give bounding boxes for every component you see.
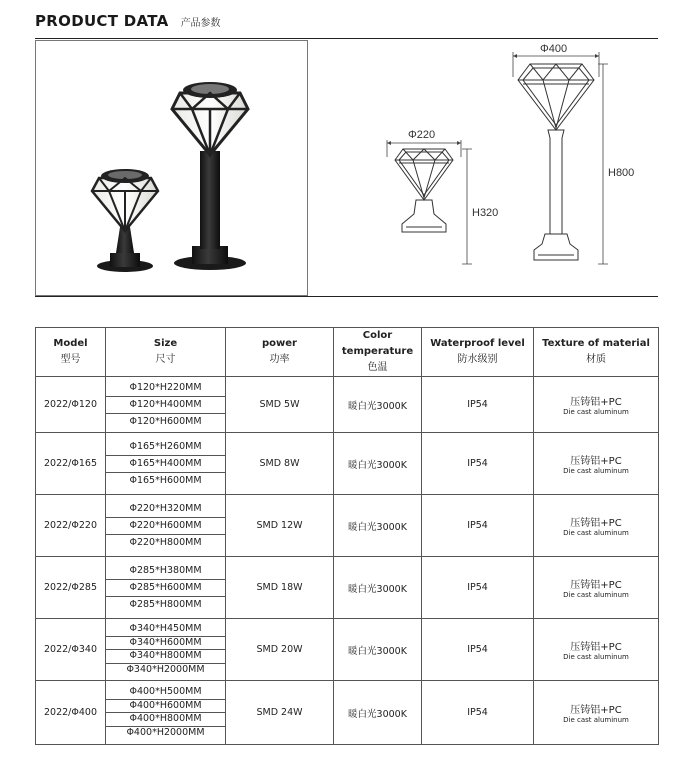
cell-size: Φ400*H500MM Φ400*H600MM Φ400*H800MM Φ400*H2000MM: [106, 681, 226, 745]
cell-power: SMD 18W: [226, 557, 334, 619]
cell-model: 2022/Φ165: [36, 433, 106, 495]
table-row: [36, 377, 659, 433]
section-divider: [35, 296, 658, 297]
header-color-temperature: Color temperature 色温: [334, 328, 422, 377]
table-row: [36, 557, 659, 619]
cell-power: SMD 12W: [226, 495, 334, 557]
cell-power: SMD 20W: [226, 619, 334, 681]
table-row: [36, 619, 659, 681]
cell-ip: IP54: [422, 495, 534, 557]
cell-color: 暖白光3000K: [334, 377, 422, 433]
dimension-drawing: [370, 42, 660, 272]
cell-size: Φ340*H450MM Φ340*H600MM Φ340*H800MM Φ340*H2000MM: [106, 619, 226, 681]
header-material: Texture of material 材质: [534, 328, 659, 377]
cell-color: 暖白光3000K: [334, 557, 422, 619]
large-lamp-outline: [518, 64, 594, 260]
cell-power: SMD 24W: [226, 681, 334, 745]
small-height-label: H320: [472, 207, 499, 219]
cell-color: 暖白光3000K: [334, 433, 422, 495]
spec-table: [35, 327, 659, 745]
product-photo: [35, 40, 308, 296]
header-waterproof: Waterproof level 防水级别: [422, 328, 534, 377]
cell-material: 压铸铝+PC Die cast aluminum: [534, 433, 659, 495]
page-header: [35, 12, 221, 36]
cell-ip: IP54: [422, 557, 534, 619]
page-title: PRODUCT DATA: [35, 12, 169, 30]
cell-model: 2022/Φ400: [36, 681, 106, 745]
cell-ip: IP54: [422, 681, 534, 745]
cell-ip: IP54: [422, 377, 534, 433]
cell-color: 暖白光3000K: [334, 495, 422, 557]
cell-color: 暖白光3000K: [334, 681, 422, 745]
tall-bollard-lamp: [172, 82, 248, 270]
cell-material: 压铸铝+PC Die cast aluminum: [534, 557, 659, 619]
cell-model: 2022/Φ220: [36, 495, 106, 557]
cell-color: 暖白光3000K: [334, 619, 422, 681]
cell-material: 压铸铝+PC Die cast aluminum: [534, 681, 659, 745]
table-row: [36, 433, 659, 495]
cell-ip: IP54: [422, 433, 534, 495]
cell-size: Φ285*H380MM Φ285*H600MM Φ285*H800MM: [106, 557, 226, 619]
small-diameter-label: Φ220: [408, 129, 436, 141]
page-title-chinese: 产品参数: [180, 18, 221, 29]
cell-material: 压铸铝+PC Die cast aluminum: [534, 495, 659, 557]
cell-model: 2022/Φ285: [36, 557, 106, 619]
cell-size: Φ165*H260MM Φ165*H400MM Φ165*H600MM: [106, 433, 226, 495]
header-power: power 功率: [226, 328, 334, 377]
header-size: Size 尺寸: [106, 328, 226, 377]
large-diameter-label: Φ400: [540, 43, 568, 55]
cell-material: 压铸铝+PC Die cast aluminum: [534, 377, 659, 433]
cell-power: SMD 8W: [226, 433, 334, 495]
large-height-label: H800: [608, 167, 635, 179]
cell-model: 2022/Φ120: [36, 377, 106, 433]
small-lamp-outline: [395, 149, 453, 232]
small-bollard-lamp: [92, 169, 158, 272]
cell-ip: IP54: [422, 619, 534, 681]
cell-size: Φ220*H320MM Φ220*H600MM Φ220*H800MM: [106, 495, 226, 557]
header-divider: [35, 38, 658, 39]
cell-size: Φ120*H220MM Φ120*H400MM Φ120*H600MM: [106, 377, 226, 433]
header-model: Model 型号: [36, 328, 106, 377]
cell-model: 2022/Φ340: [36, 619, 106, 681]
cell-power: SMD 5W: [226, 377, 334, 433]
table-row: [36, 681, 659, 745]
bollard-lights-photo: [36, 41, 307, 295]
table-header-row: [36, 328, 659, 377]
cell-material: 压铸铝+PC Die cast aluminum: [534, 619, 659, 681]
table-row: [36, 495, 659, 557]
